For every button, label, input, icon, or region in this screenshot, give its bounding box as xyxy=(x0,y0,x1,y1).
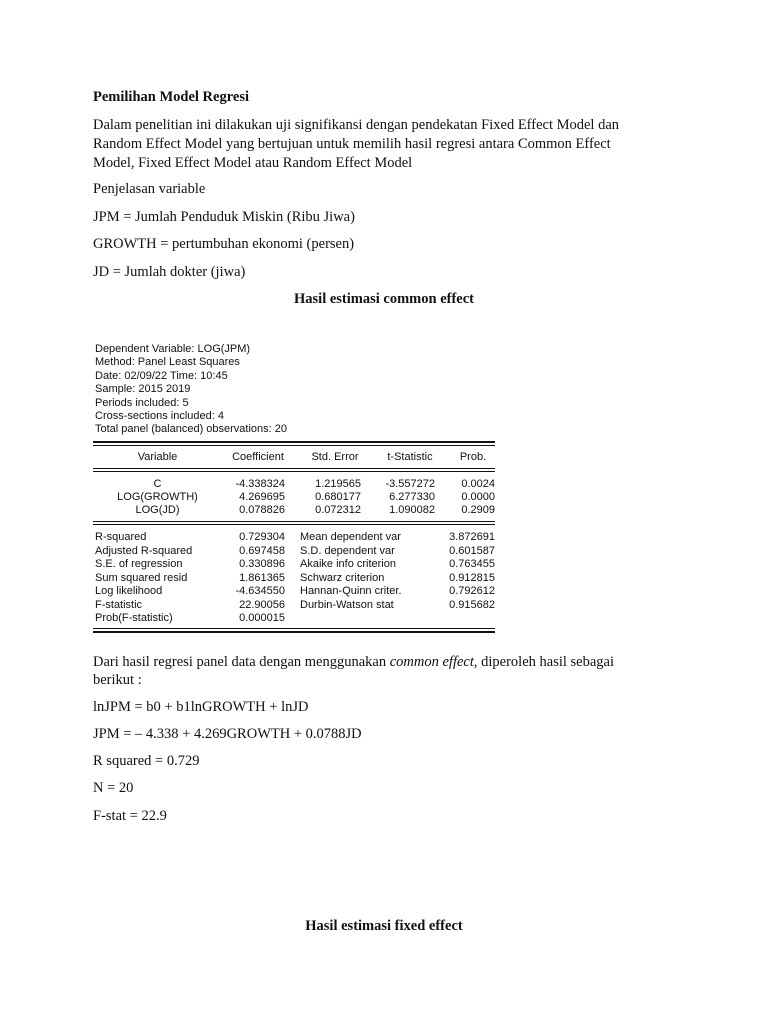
table-top-rule xyxy=(93,445,495,446)
se-value: 1.219565 xyxy=(315,478,361,490)
stat-value: 0.912815 xyxy=(449,571,495,584)
stat-value: 0.000015 xyxy=(239,612,285,624)
stat-value: 0.763455 xyxy=(449,558,495,570)
output-header-line: Sample: 2015 2019 xyxy=(95,383,191,396)
col-header: Prob. xyxy=(459,451,487,463)
output-header-line: Periods included: 5 xyxy=(95,396,189,409)
t-value: 1.090082 xyxy=(389,504,435,516)
prob-value: 0.0024 xyxy=(461,478,495,490)
variable-jpm: JPM = Jumlah Penduduk Miskin (Ribu Jiwa) xyxy=(93,209,355,225)
intro-line: Model, Fixed Effect Model atau Random Effect Model xyxy=(93,155,413,171)
stat-value: 0.915682 xyxy=(449,598,495,611)
result-text: , diperoleh hasil sebagai xyxy=(473,654,615,670)
stat-label: Hannan-Quinn criter. xyxy=(300,585,402,597)
t-value: 6.277330 xyxy=(389,491,435,503)
intro-paragraph xyxy=(93,116,673,173)
output-header-line: Date: 02/09/22 Time: 10:45 xyxy=(95,369,228,382)
stat-value: 0.792612 xyxy=(449,585,495,597)
stat-label: Mean dependent var xyxy=(300,531,401,543)
result-emphasis: common effect xyxy=(389,654,474,670)
variable-jd: JD = Jumlah dokter (jiwa) xyxy=(93,264,246,280)
common-effect-title: Hasil estimasi common effect xyxy=(294,291,474,307)
r-squared-line: R squared = 0.729 xyxy=(93,753,200,769)
intro-line: Random Effect Model yang bertujuan untuk memilih hasil regresi antara Common Effect xyxy=(93,136,611,152)
stat-label: R-squared xyxy=(95,531,147,543)
col-header: Coefficient xyxy=(232,451,284,463)
stat-value: 0.330896 xyxy=(239,558,285,570)
header-rule xyxy=(93,471,495,472)
prob-value: 0.0000 xyxy=(461,491,495,503)
output-header-line: Cross-sections included: 4 xyxy=(95,410,225,423)
stats-rule xyxy=(93,524,495,525)
f-stat-line: F-stat = 22.9 xyxy=(93,808,167,824)
intro-line: Dalam penelitian ini dilakukan uji signifikansi dengan pendekatan Fixed Effect Model dan xyxy=(93,117,620,133)
stat-value: 22.90056 xyxy=(239,598,285,611)
coef-value: -4.338324 xyxy=(235,478,285,490)
header-rule xyxy=(93,468,495,469)
var-name: LOG(GROWTH) xyxy=(117,491,198,503)
equation-estimated: JPM = – 4.338 + 4.269GROWTH + 0.0788JD xyxy=(93,726,362,742)
table-bottom-rule xyxy=(93,631,495,633)
stat-label: Schwarz criterion xyxy=(300,571,385,584)
variables-title: Penjelasan variable xyxy=(93,181,206,197)
variable-growth: GROWTH = pertumbuhan ekonomi (persen) xyxy=(93,236,355,252)
var-name: C xyxy=(153,478,162,490)
output-header xyxy=(95,343,287,437)
stat-label: Log likelihood xyxy=(95,585,163,597)
result-paragraph-line2: berikut : xyxy=(93,672,142,688)
equation-model: lnJPM = b0 + b1lnGROWTH + lnJD xyxy=(93,699,309,715)
table-bottom-rule xyxy=(93,628,495,629)
se-value: 0.072312 xyxy=(315,504,361,516)
stat-value: 0.697458 xyxy=(239,544,285,557)
stat-label: Akaike info criterion xyxy=(300,558,396,570)
stat-label: Adjusted R-squared xyxy=(95,544,193,557)
prob-value: 0.2909 xyxy=(461,504,495,516)
result-paragraph xyxy=(93,653,614,672)
se-value: 0.680177 xyxy=(315,491,361,503)
output-header-line: Method: Panel Least Squares xyxy=(95,356,240,369)
fixed-effect-title: Hasil estimasi fixed effect xyxy=(305,918,463,934)
var-name: LOG(JD) xyxy=(135,504,180,516)
table-top-rule xyxy=(93,441,495,443)
output-header-line: Dependent Variable: LOG(JPM) xyxy=(95,343,251,355)
stat-label: S.D. dependent var xyxy=(300,544,395,557)
stat-value: 0.601587 xyxy=(449,544,495,557)
stat-label: S.E. of regression xyxy=(95,558,183,570)
stat-label: Prob(F-statistic) xyxy=(95,612,173,624)
stats-rule xyxy=(93,521,495,522)
output-header-line: Total panel (balanced) observations: 20 xyxy=(95,423,288,436)
t-value: -3.557272 xyxy=(385,478,435,490)
stat-value: -4.634550 xyxy=(235,585,285,597)
stat-label: F-statistic xyxy=(95,598,143,611)
section-heading: Pemilihan Model Regresi xyxy=(93,89,249,105)
col-header: Variable xyxy=(137,451,178,463)
stat-value: 0.729304 xyxy=(239,531,285,543)
stat-label: Sum squared resid xyxy=(95,571,188,584)
stat-label: Durbin-Watson stat xyxy=(300,598,394,611)
stat-value: 1.861365 xyxy=(239,571,285,584)
result-text: Dari hasil regresi panel data dengan menggunakan xyxy=(93,654,390,670)
coef-value: 4.269695 xyxy=(239,491,285,503)
stat-value: 3.872691 xyxy=(449,531,495,543)
coef-value: 0.078826 xyxy=(239,504,285,516)
col-header: t-Statistic xyxy=(387,451,433,463)
n-line: N = 20 xyxy=(93,780,134,796)
col-header: Std. Error xyxy=(311,451,359,463)
